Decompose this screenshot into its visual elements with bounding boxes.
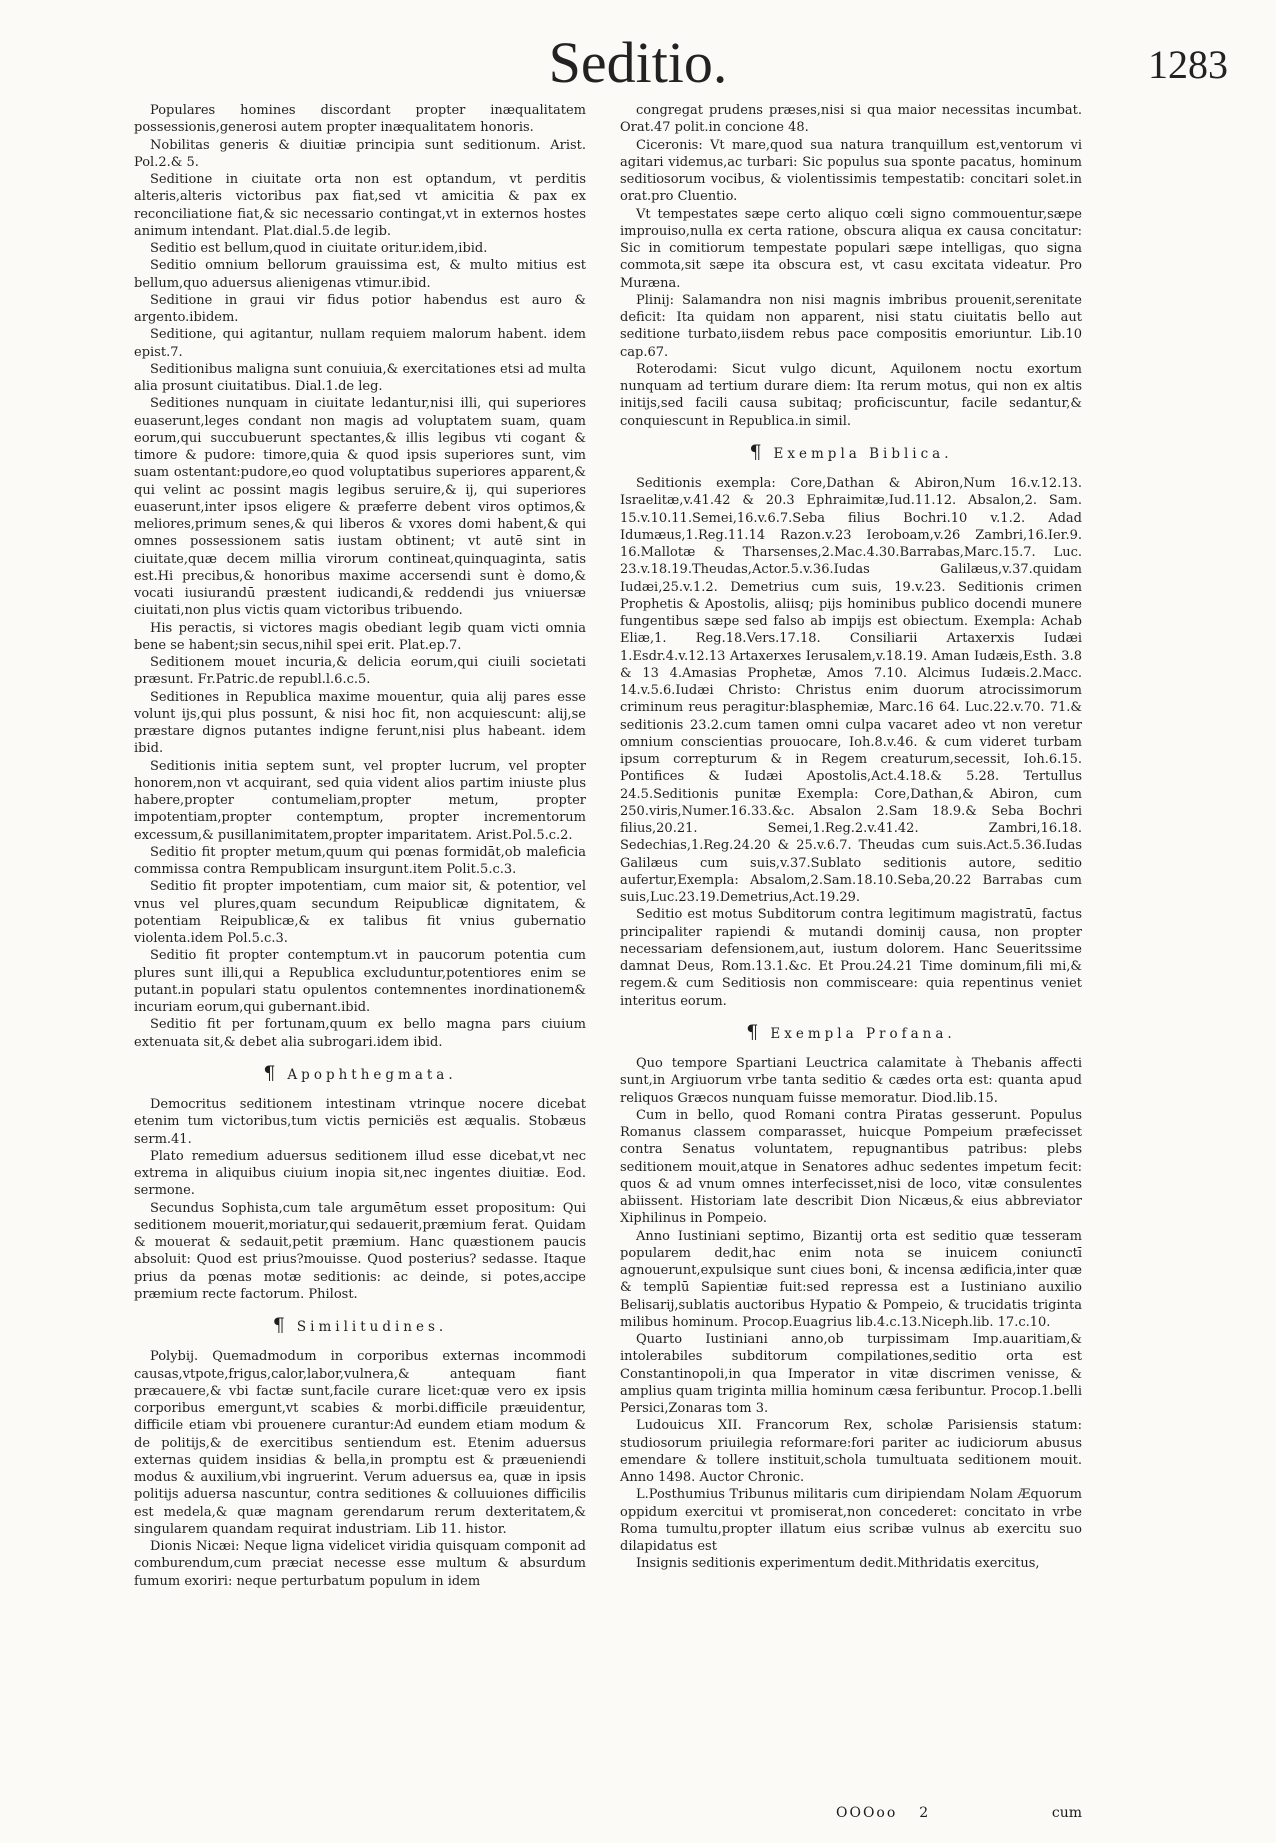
paragraph: Seditio fit propter impotentiam, cum maior sit, & potentior, vel vnus vel plures,quam secundum Reipublicæ dignitatem, & potentiam Reipublicæ,& ex talibus fit vnius gubernatio violenta.idem Pol.5.c.3. <box>134 879 586 946</box>
paragraph: Seditio omnium bellorum grauissima est, & multo mitius est bellum,quo aduersus alienigenas vtimur.ibid. <box>134 258 586 291</box>
paragraph: Plinij: Salamandra non nisi magnis imbribus prouenit,serenitate deficit: Ita quidam non apparent, nisi statu ciuitatis bello aut seditione turbato,iisdem rebus pace compositis emoriuntur. Lib.10 cap.67. <box>620 292 1082 360</box>
paragraph: Seditio fit propter contemptum.vt in paucorum potentia cum plures sunt illi,qui a Republica excluduntur,potentiores enim se putant.in populari statu opulentos contemnentes inordinationem& incuriam eorum,qui gubernant.ibid. <box>134 948 586 1015</box>
pilcrow-icon: ¶ <box>263 1061 280 1084</box>
paragraph: Vt tempestates sæpe certo aliquo cœli signo commouentur,sæpe improuiso,nulla ex certa ratione, obscura aliqua ex causa concitatur: Sic in comitiorum tempestate populari sæpe intelligas, quo signa commota,sit sæpe ita obscura est, vt casu excitata videatur. Pro Muræna. <box>620 206 1082 291</box>
paragraph: Seditione, qui agitantur, nullam requiem malorum habent. idem epist.7. <box>134 327 586 360</box>
section-heading-label: Exempla Biblica. <box>773 445 953 462</box>
paragraph: Seditionis initia septem sunt, vel propter lucrum, vel propter honorem,non vt acquirant, sed quia vident alios partim iniuste plus habere,propter contumeliam,propter metum, propter impotentiam,propter contemptum, propter incrementorum excessum,& pusillanimitatem,propter imparitatem. Arist.Pol.5.c.2. <box>134 758 586 843</box>
paragraph: Ludouicus XII. Francorum Rex, scholæ Parisiensis statum: studiosorum priuilegia reformare:fori pariter ac iudiciorum abusus emendare & tollere instituit,schola tumultuata seditionem mouit. Anno 1498. Auctor Chronic. <box>620 1418 1082 1485</box>
pilcrow-icon: ¶ <box>272 1314 289 1336</box>
paragraph: Plato remedium aduersus seditionem illud esse dicebat,vt nec extrema in aliquibus ciuium inopia sit,nec ingentes diuitiæ. Eod. sermone. <box>134 1148 586 1199</box>
section-heading-similitudines <box>134 1314 586 1336</box>
paragraph: Cum in bello, quod Romani contra Piratas gesserunt. Populus Romanus classem comparasset, huicque Pompeium præfecisset contra Senatus voluntatem, repugnantibus patribus: plebs seditionem mouit,atque in Senatores adhuc sedentes impetum fecit: quos & ad vnum omnes interfecisset,nisi de loco, vitæ consulentes abiissent. Historiam late describit Dion Nicæus,& eius abbreviator Xiphilinus in Pompeio. <box>620 1107 1082 1227</box>
paragraph: Quo tempore Spartiani Leuctrica calamitate à Thebanis affecti sunt,in Argiuorum vrbe tanta seditio & cædes orta est: quanta apud reliquos Græcos nunquam fuisse memoratur. Diod.lib.15. <box>620 1056 1082 1106</box>
section-heading-biblica <box>620 440 1082 463</box>
paragraph: Seditiones nunquam in ciuitate ledantur,nisi illi, qui superiores euaserunt,leges condant non magis ad voluptatem suam, quam eorum,qui succubuerunt spectantes,& illis legibus vti cogant & timore & pudore: timore,quia & quod ipsis superiores sunt, vim suam ostentant:pudore,eo quod voluptatibus superiores apparent,& qui velint ac possint magis legibus seruire,& ij, qui superiores euaserunt,inter ipsos eligere & præferre debent viros optimos,& meliores,primum senes,& qui liberos & vxores domi habent,& qui omnes possessionem satis iustam obtinent; vt autē sint in ciuitate,quæ decem millia virorum contineat,quinquaginta, satis est.Hi precibus,& honoribus maxime accersendi sunt è domo,& vocati iusiurandū præstent iudicandi,& reddendi jus vniuersæ ciuitati,non plus victis quam victoribus tribuendo. <box>134 396 586 619</box>
paragraph: Roterodami: Sicut vulgo dicunt, Aquilonem noctu exortum nunquam ad tertium durare diem: Ita rerum motus, qui non ex altis initijs,sed facili causa subitaq; proficiscuntur, facile sedantur,& conquiescunt in Republica.in simil. <box>620 361 1082 429</box>
paragraph: Seditionibus maligna sunt conuiuia,& exercitationes etsi ad multa alia prosunt ciuitatibus. Dial.1.de leg. <box>134 361 586 394</box>
section-heading-label: Similitudines. <box>296 1319 448 1335</box>
paragraph: Seditiones in Republica maxime mouentur, quia alij pares esse volunt ijs,qui plus possunt, & nisi hoc fit, non acquiescunt: alij,se præstare dignos putantes indigne ferunt,nisi plus habeant. idem ibid. <box>134 689 586 757</box>
page-number: 1283 <box>1148 42 1228 87</box>
paragraph: Seditio fit propter metum,quum qui pœnas formidāt,ob maleficia commissa contra Rempublicam insurgunt.item Polit.5.c.3. <box>134 844 586 877</box>
section-heading-apophthegmata <box>134 1061 586 1084</box>
paragraph: L.Posthumius Tribunus militaris cum diripiendam Nolam Æquorum oppidum exercitui vt promiserat,non concederet: concitato in vrbe Roma tumultu,propter illatum eius scribæ vulnus ab exercitu suo dilapidatus est <box>620 1487 1082 1554</box>
paragraph: Insignis seditionis experimentum dedit.Mithridatis exercitus, <box>636 1556 1040 1572</box>
paragraph: Seditionem mouet incuria,& delicia eorum,qui ciuili societati præsunt. Fr.Patric.de republ.l.6.c.5. <box>134 655 586 688</box>
signature-number: 2 <box>919 1805 929 1821</box>
paragraph: Secundus Sophista,cum tale argumētum esset propositum: Qui seditionem mouerit,moriatur,qui sedauerit,præmium ferat. Quidam & mouerat & sedauit,petit præmium. Hanc quæstionem paucis absoluit: Quod est prius?mouisse. Quod posterius? sedasse. Itaque prius da pœnas motæ seditionis: ac deinde, si potes,accipe præmium recte factorum. Philost. <box>134 1200 586 1302</box>
paragraph: Seditio est bellum,quod in ciuitate oritur.idem,ibid. <box>150 241 488 256</box>
pilcrow-icon: ¶ <box>746 1020 763 1043</box>
paragraph: Polybij. Quemadmodum in corporibus externas incommodi causas,vtpote,frigus,calor,labor,vulnera,& antequam fiant præcauere,& vbi factæ sunt,facile curare licet:quæ vero ex ipsis corporibus emergunt,vt scabies & morbi.difficile præuidentur, difficile etiam vbi prouenere curantur:Ad eundem etiam modum & de politijs,& de exercitibus sentiendum est. Etenim aduersus externas quidem insidias & bella,in promptu est & præueniendi modus & auxilium,vbi ingruerint. Verum aduersus ea, quæ in ipsis politijs aduersa nascuntur, contra seditiones & colluuiones difficilis est medela,& quæ magnam gerendarum rerum dexteritatem,& singularem quandam requirat industriam. Lib 11. histor. <box>134 1349 586 1537</box>
paragraph: His peractis, si victores magis obediant legib quam victi omnia bene se habent;sin secus,nihil spei erit. Plat.ep.7. <box>134 620 586 653</box>
paragraph: Seditio fit per fortunam,quum ex bello magna pars ciuium extenuata sit,& debet alia subrogari.idem ibid. <box>134 1017 586 1050</box>
left-column <box>134 102 586 1814</box>
signature-code: OOOoo <box>836 1805 898 1821</box>
pilcrow-icon: ¶ <box>749 440 766 463</box>
catchword: cum <box>1051 1805 1082 1821</box>
paragraph: congregat prudens præses,nisi si qua maior necessitas incumbat. Orat.47 polit.in concione 48. <box>620 103 1082 136</box>
right-column <box>620 102 1082 1814</box>
paragraph: Populares homines discordant propter inæqualitatem possessionis,generosi autem propter inæqualitatem honoris. <box>134 103 586 136</box>
paragraph: Ciceronis: Vt mare,quod sua natura tranquillum est,ventorum vi agitari videmus,ac turbari: Sic populus sua sponte pacatus, hominum seditiosorum vocibus, & violentissimis tempestatib: concitari solet.in orat.pro Cluentio. <box>620 137 1082 205</box>
section-heading-label: Exempla Profana. <box>770 1025 956 1042</box>
section-heading-profana <box>620 1020 1082 1043</box>
paragraph: Dionis Nicæi: Neque ligna videlicet viridia quisquam componit ad comburendum,cum præciat necesse esse multum & absurdum fumum exoriri: neque perturbatum populum in idem <box>134 1539 586 1589</box>
paragraph: Democritus seditionem intestinam vtrinque nocere dicebat etenim tum victoribus,tum victis perniciës est æqualis. Stobæus serm.41. <box>134 1097 586 1147</box>
paragraph: Anno Iustiniani septimo, Bizantij orta est seditio quæ tesseram popularem dedit,hac enim nota se inuicem coniunctī agnouerunt,expulsique sunt ciues boni, & incensa ædificia,inter quæ & templū Sapientiæ fuit:sed repressa est a Iustiniano auxilio Belisarij,sublatis auctoribus Hypatio & Pompeio, & trucidatis triginta milibus hominum. Procop.Euagrius lib.4.c.13.Niceph.lib. 17.c.10. <box>620 1228 1082 1330</box>
page-title: Seditio. <box>548 30 728 95</box>
section-heading-label: Apophthegmata. <box>287 1066 457 1083</box>
paragraph: Quarto Iustiniani anno,ob turpissimam Imp.auaritiam,& intolerabiles subditorum compilationes,seditio orta est Constantinopoli,in qua Imperator in vitæ discrimen venisse, & amplius quam triginta millia hominum cæsa feribuntur. Procop.1.belli Persici,Zonaras tom 3. <box>620 1332 1082 1416</box>
paragraph: Nobilitas generis & diuitiæ principia sunt seditionum. Arist. Pol.2.& 5. <box>134 137 586 170</box>
paragraph: Seditionis exempla: Core,Dathan & Abiron,Num 16.v.12.13. Israelitæ,v.41.42 & 20.3 Ephraimitæ,Iud.11.12. Absalon,2. Sam. 15.v.10.11.Semei,16.v.6.7.Seba filius Bochri.10 v.1.2. Adad Idumæus,1.Reg.11.14 Razon.v.23 Ieroboam,v.26 Zambri,16.Ier.9. 16.Mallotæ & Tharsenses,2.Mac.4.30.Barrabas,Marc.15.7. Luc. 23.v.18.19.Theudas,Actor.5.v.36.Iudas Galilæus,v.37.quidam Iudæi,25.v.1.2. Demetrius cum suis, 19.v.23. Seditionis crimen Prophetis & Apostolis, aliisq; pijs hominibus publico docendi munere fungentibus sæpe sed falso ab impijs est obiectum. Exempla: Achab Eliæ,1. Reg.18.Vers.17.18. Consiliarii Artaxerxis Iudæi 1.Esdr.4.v.12.13 Artaxerxes Ierusalem,v.18.19. Aman Iudæis,Esth. 3.8 & 13 4.Amasias Prophetæ, Amos 7.10. Alcimus Iudæis.2.Macc. 14.v.5.6.Iudæi Christo: Christus enim duorum atrocissimorum criminum reus peragitur:blasphemiæ, Marc.16 64. Luc.22.v.70. 71.& seditionis 23.2.cum tamen omni culpa vacaret adeo vt non veretur omnium conscientias prouocare, Ioh.8.v.46. & cum videret turbam ipsum correpturum & in Regem creaturum,secessit, Ioh.6.15. Pontifices & Iudæi Apostolis,Act.4.18.& 5.28. Tertullus 24.5.Seditionis punitæ Exempla: Core,Dathan,& Abiron, cum 250.viris,Numer.16.33.&c. Absalon 2.Sam 18.9.& Seba Bochri filius,20.21. Semei,1.Reg.2.v.41.42. Zambri,16.18. Sedechias,1.Reg.24.20 & 25.v.6.7. Theudas cum suis.Act.5.36.Iudas Galilæus cum suis,v.37.Sublato seditionis autore, seditio aufertur,Exempla: Absalom,2.Sam.18.10.Seba,20.22 Barrabas cum suis,Luc.23.19.Demetrius,Act.19.29. <box>620 476 1082 905</box>
paragraph: Seditione in graui vir fidus potior habendus est auro & argento.ibidem. <box>134 292 586 325</box>
paragraph: Seditio est motus Subditorum contra legitimum magistratū, factus principaliter rapiendi & mutandi dominij causa, non propter necessariam defensionem,aut, iustum dolorem. Hanc Seueritssime damnat Deus, Rom.13.1.&c. Et Prou.24.21 Time dominum,fili mi,& regem.& cum Seditiosis non commisceare: quia repentinus veniet interitus eorum. <box>620 907 1082 1009</box>
paragraph: Seditione in ciuitate orta non est optandum, vt perditis alteris,alteris victoribus pax fiat,sed vt amicitia & pax ex reconciliatione fiat,& sic necessario contingat,vt in externos hostes animum intendant. Plat.dial.5.de legib. <box>134 172 586 239</box>
